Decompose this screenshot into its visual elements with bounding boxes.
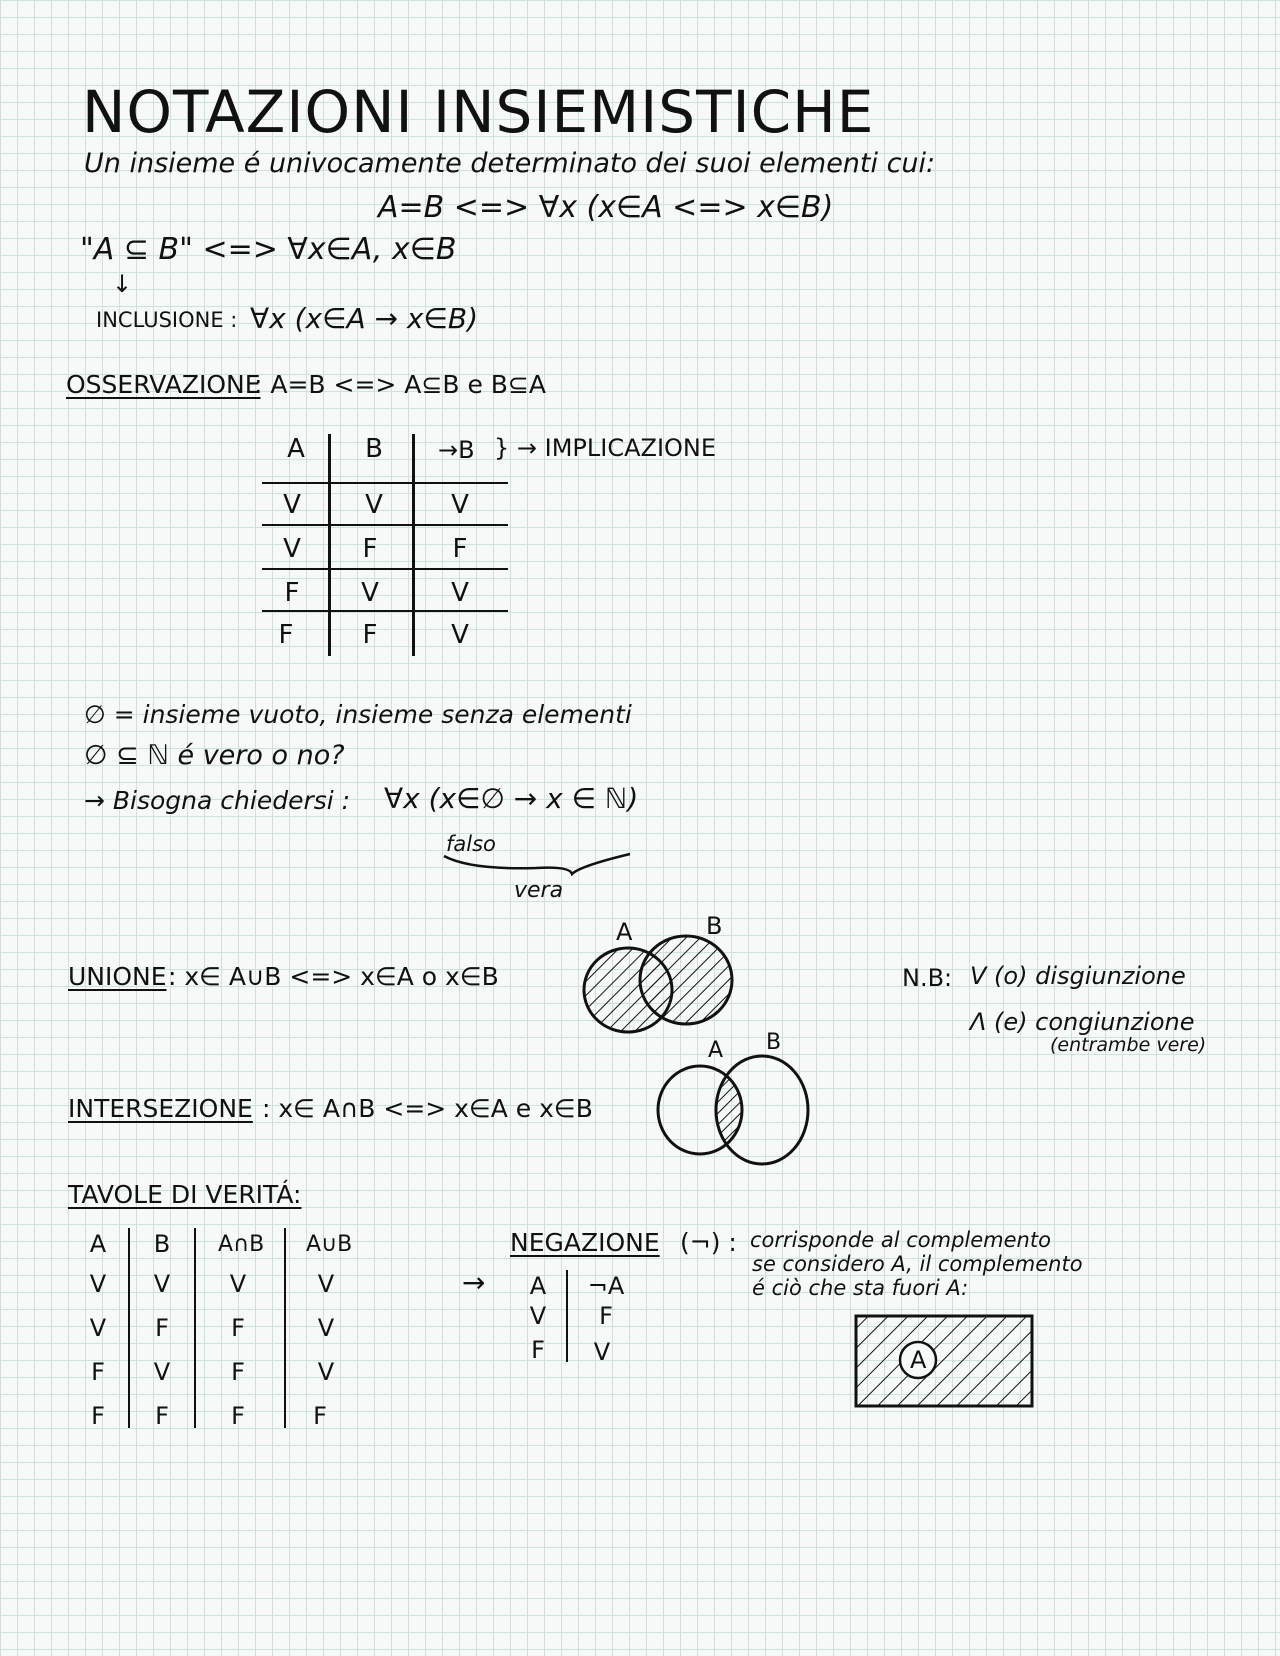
negation-cell: F [599, 1302, 613, 1330]
negation-cell: V [529, 1302, 547, 1330]
impl-cell: F [362, 620, 378, 650]
nb-label: N.B: [902, 964, 953, 992]
negation-divider [566, 1270, 568, 1362]
inclusion-label: INCLUSIONE : [96, 308, 238, 332]
truth-cell: V [89, 1314, 107, 1342]
impl-rule-3 [262, 568, 508, 570]
empty-set-ask: → Bisogna chiedersi : [84, 786, 351, 815]
truth-header: B [153, 1230, 171, 1258]
union-venn-diagram [576, 934, 746, 1044]
intersection-venn-label-b: B [766, 1030, 782, 1055]
impl-rule-1 [262, 482, 508, 484]
union-venn-label-b: B [706, 912, 723, 940]
truth-cell: V [153, 1270, 171, 1298]
empty-set-question: ∅ ⊆ ℕ é vero o no? [84, 740, 345, 771]
negation-symbol: (¬) : [680, 1228, 737, 1257]
truth-cell: V [89, 1270, 107, 1298]
truth-cell: V [317, 1358, 335, 1386]
negation-desc-1: corrisponde al complemento [750, 1228, 1051, 1252]
nb-conjunction: Λ (e) congiunzione [970, 1008, 1195, 1036]
impl-rule-4 [262, 610, 508, 612]
truth-header: A [89, 1230, 107, 1258]
nb-disjunction: V (o) disgiunzione [970, 962, 1186, 990]
impl-cell: F [362, 534, 378, 564]
union-venn-label-a: A [616, 918, 633, 946]
impl-cell: V [365, 490, 383, 520]
impl-cell: V [451, 490, 469, 520]
impl-cell: V [451, 578, 469, 608]
empty-set-definition: ∅ = insieme vuoto, insieme senza elementi [84, 700, 632, 729]
negation-cell: V [593, 1338, 611, 1366]
truth-cell: F [313, 1402, 327, 1430]
impl-cell: V [451, 620, 469, 650]
vera-note: vera [514, 878, 564, 903]
complement-diagram [852, 1312, 1036, 1410]
equality-formula: A=B <=> ∀x (x∈A <=> x∈B) [378, 190, 834, 225]
impl-header-b: B [365, 434, 383, 464]
empty-set-formula: ∀x (x∈∅ → x ∈ ℕ) [384, 782, 639, 815]
truth-divider-3 [284, 1228, 286, 1428]
truth-header: A∪B [306, 1232, 353, 1257]
observation-text: : A=B <=> A⊆B e B⊆A [254, 370, 546, 399]
inclusion-formula: ∀x (x∈A → x∈B) [250, 302, 479, 335]
impl-cell: F [284, 578, 300, 608]
intersection-venn-diagram [654, 1052, 824, 1172]
impl-header-a: A [287, 434, 305, 464]
page-title: NOTAZIONI INSIEMISTICHE [82, 78, 875, 146]
truth-header: A∩B [218, 1232, 265, 1257]
impl-cell: V [283, 534, 301, 564]
negation-arrow: → [462, 1266, 486, 1299]
impl-rule-2 [262, 524, 508, 526]
negation-desc-3: é ciò che sta fuori A: [752, 1276, 969, 1300]
down-arrow: ↓ [112, 270, 133, 298]
complement-label: A [910, 1346, 927, 1374]
truth-divider-1 [128, 1228, 130, 1428]
truth-cell: V [317, 1270, 335, 1298]
union-label: UNIONE [68, 962, 167, 991]
truth-cell: F [155, 1314, 169, 1342]
negation-cell: F [531, 1336, 545, 1364]
truth-cell: V [153, 1358, 171, 1386]
nb-both-true: (entrambe vere) [1050, 1034, 1207, 1056]
negation-label: NEGAZIONE [510, 1228, 660, 1257]
intersection-text: : x∈ A∩B <=> x∈A e x∈B [262, 1094, 593, 1123]
observation-label: OSSERVAZIONE [66, 370, 261, 399]
truth-cell: V [317, 1314, 335, 1342]
impl-header-arrow: →B [438, 436, 475, 464]
negation-header: A [529, 1272, 547, 1300]
impl-divider-2 [412, 434, 415, 656]
truth-cell: F [231, 1358, 245, 1386]
negation-desc-2: se considero A, il complemento [752, 1252, 1083, 1276]
intro-line: Un insieme é univocamente determinato dei suoi elementi cui: [84, 148, 936, 179]
impl-cell: V [283, 490, 301, 520]
implication-note: } → IMPLICAZIONE [494, 434, 717, 462]
impl-divider-1 [328, 434, 331, 656]
truth-divider-2 [194, 1228, 196, 1428]
truth-tables-title: TAVOLE DI VERITÁ: [68, 1180, 302, 1209]
impl-cell: V [361, 578, 379, 608]
union-text: : x∈ A∪B <=> x∈A o x∈B [168, 962, 499, 991]
truth-cell: V [229, 1270, 247, 1298]
negation-header: ¬A [587, 1272, 625, 1300]
intersection-label: INTERSEZIONE [68, 1094, 253, 1123]
impl-cell: F [452, 534, 468, 564]
subset-definition: "A ⊆ B" <=> ∀x∈A, x∈B [80, 232, 457, 267]
falso-note: falso [446, 832, 496, 856]
truth-cell: F [231, 1314, 245, 1342]
truth-cell: F [91, 1402, 105, 1430]
intersection-venn-label-a: A [708, 1038, 724, 1063]
brace-underline [440, 846, 640, 876]
impl-cell: F [278, 620, 294, 650]
truth-cell: F [155, 1402, 169, 1430]
truth-cell: F [231, 1402, 245, 1430]
truth-cell: F [91, 1358, 105, 1386]
